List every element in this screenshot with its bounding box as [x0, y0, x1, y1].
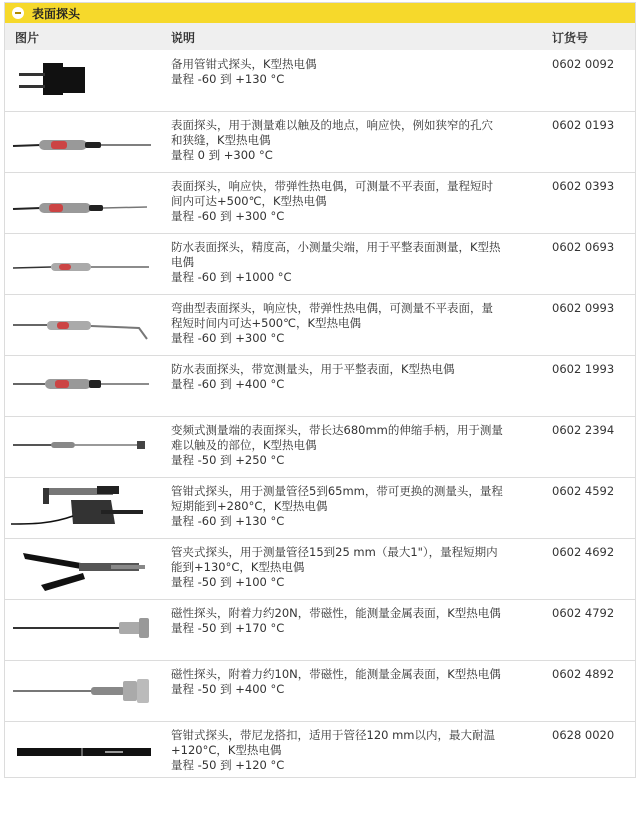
- order-number: 0602 1993: [552, 362, 615, 376]
- order-number: 0602 4692: [552, 545, 615, 559]
- section-header[interactable]: [5, 3, 635, 23]
- order-number: 0602 2394: [552, 423, 615, 437]
- waterproof-probe-image: [11, 240, 156, 288]
- magnetic-probe-image: [11, 667, 156, 715]
- order-number: 0602 0693: [552, 240, 615, 254]
- wide-head-probe-image: [11, 362, 156, 410]
- pipe-clip-probe-image: [11, 545, 156, 593]
- row-description: 备用管钳式探头，K型热电偶 量程 -60 到 +130 °C: [171, 57, 317, 86]
- table-row: [5, 112, 635, 173]
- table-row: [5, 478, 635, 539]
- table-row: [5, 722, 635, 783]
- pipe-wrench-probe-image: [11, 484, 156, 532]
- magnetic-probe-image: [11, 606, 156, 654]
- order-number: 0602 4592: [552, 484, 615, 498]
- row-description: 防水表面探头，带宽测量头，用于平整表面，K型热电偶 量程 -60 到 +400 °C: [171, 362, 455, 391]
- row-description: 弯曲型表面探头，响应快，带弹性热电偶，可测量不平表面，量 程短时间内可达+500℃，K型热电偶 量程 -60 到 +300 °C: [171, 301, 493, 345]
- order-number: 0602 0393: [552, 179, 615, 193]
- row-description: 磁性探头，附着力约10N，带磁性，能测量金属表面，K型热电偶 量程 -50 到 +400 °C: [171, 667, 501, 696]
- row-description: 管钳式探头，带尼龙搭扣，适用于管径120 mm以内，最大耐温 +120°C，K型热电偶 量程 -50 到 +120 °C: [171, 728, 496, 772]
- order-number: 0602 0193: [552, 118, 615, 132]
- pipe-clamp-probe-image: [11, 57, 156, 105]
- velcro-probe-image: [11, 728, 156, 776]
- table-row: [5, 173, 635, 234]
- order-number: 0602 4892: [552, 667, 615, 681]
- row-description: 管钳式探头，用于测量管径5到65mm，带可更换的测量头，量程 短期能到+280°C，K型热电偶 量程 -60 到 +130 °C: [171, 484, 503, 528]
- table-row: [5, 600, 635, 661]
- column-header-order-number: 订货号: [552, 31, 589, 45]
- surface-probe-image: [11, 179, 156, 227]
- row-description: 表面探头，响应快，带弹性热电偶，可测量不平表面，量程短时 间内可达+500℃，K型热电偶 量程 -60 到 +300 °C: [171, 179, 493, 223]
- probe-table-panel: [4, 2, 636, 778]
- table-row: [5, 295, 635, 356]
- surface-probe-image: [11, 118, 156, 166]
- table-header: [5, 23, 635, 51]
- row-description: 表面探头，用于测量难以触及的地点，响应快，例如狭窄的孔穴 和狭缝，K型热电偶 量程 0 到 +300 °C: [171, 118, 493, 162]
- table-row: [5, 661, 635, 722]
- table-row: [5, 356, 635, 417]
- table-row: [5, 51, 635, 112]
- order-number: 0602 0092: [552, 57, 615, 71]
- table-row: [5, 539, 635, 600]
- column-header-image: 图片: [15, 31, 40, 45]
- row-description: 管夹式探头，用于测量管径15到25 mm（最大1"），量程短期内 能到+130°C，K型热电偶 量程 -50 到 +100 °C: [171, 545, 498, 589]
- table-row: [5, 417, 635, 478]
- order-number: 0628 0020: [552, 728, 615, 742]
- column-header-description: 说明: [171, 31, 196, 45]
- table-row: [5, 234, 635, 295]
- row-description: 防水表面探头，精度高，小测量尖端，用于平整表面测量，K型热 电偶 量程 -60 到 +1000 °C: [171, 240, 501, 284]
- order-number: 0602 4792: [552, 606, 615, 620]
- order-number: 0602 0993: [552, 301, 615, 315]
- bent-surface-probe-image: [11, 301, 156, 349]
- collapse-icon[interactable]: [12, 7, 24, 19]
- section-title: 表面探头: [32, 7, 81, 21]
- telescopic-probe-image: [11, 423, 156, 471]
- row-description: 磁性探头，附着力约20N，带磁性，能测量金属表面，K型热电偶 量程 -50 到 +170 °C: [171, 606, 501, 635]
- row-description: 变频式测量端的表面探头，带长达680mm的伸缩手柄，用于测量 难以触及的部位，K型热电偶 量程 -50 到 +250 °C: [171, 423, 503, 467]
